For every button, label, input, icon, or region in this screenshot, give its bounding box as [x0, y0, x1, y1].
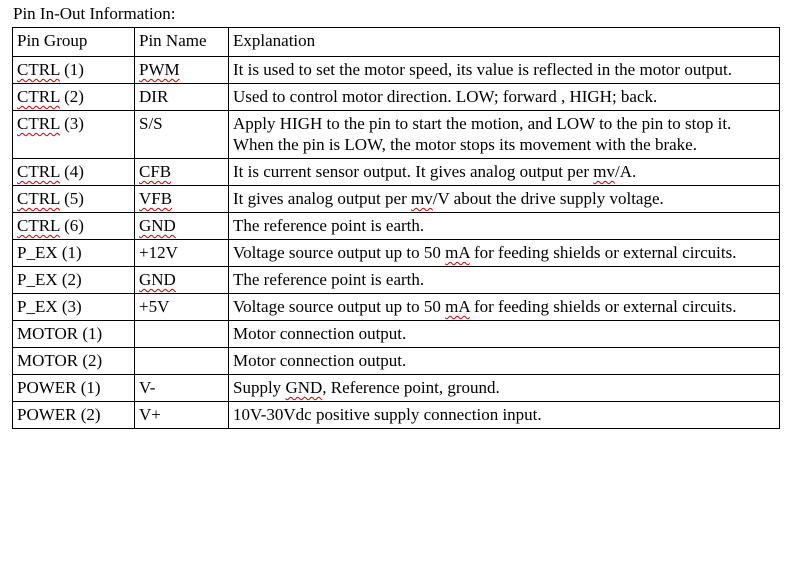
- column-header-explanation: Explanation: [229, 28, 780, 57]
- explanation-cell: Motor connection output.: [229, 348, 780, 375]
- explanation-cell: The reference point is earth.: [229, 267, 780, 294]
- pin-name-cell: [135, 321, 229, 348]
- explanation-cell: It is used to set the motor speed, its value is reflected in the motor output.: [229, 57, 780, 84]
- table-row: [13, 111, 780, 159]
- explanation-text: , Reference point, ground.: [322, 378, 500, 397]
- table-row: [13, 375, 780, 402]
- pin-group-cell: [13, 159, 135, 186]
- table-row: [13, 186, 780, 213]
- explanation-text: It is current sensor output. It gives analog output per: [233, 162, 594, 181]
- unit-text: mv: [593, 162, 615, 181]
- pin-group-cell: [13, 213, 135, 240]
- explanation-text: Supply: [233, 378, 286, 397]
- explanation-text: for feeding shields or external circuits.: [469, 243, 737, 262]
- group-number: (1): [59, 60, 84, 79]
- group-code: CTRL: [17, 189, 60, 208]
- explanation-text: for feeding shields or external circuits.: [469, 297, 737, 316]
- table-row: [13, 240, 780, 267]
- pin-name-cell: [135, 348, 229, 375]
- pin-group-cell: POWER (2): [13, 402, 135, 429]
- explanation-text: Voltage source output up to 50: [233, 297, 446, 316]
- explanation-text: /V about the drive supply voltage.: [432, 189, 664, 208]
- explanation-cell: [229, 375, 780, 402]
- pin-group-cell: [13, 186, 135, 213]
- table-row: [13, 348, 780, 375]
- group-code: CTRL: [17, 162, 60, 181]
- explanation-text: /A.: [614, 162, 637, 181]
- pin-name-cell: DIR: [135, 84, 229, 111]
- group-code: CTRL: [17, 60, 60, 79]
- pin-group-cell: MOTOR (2): [13, 348, 135, 375]
- page-title: Pin In-Out Information:: [13, 4, 176, 23]
- pin-group-cell: [13, 111, 135, 159]
- table-row: [13, 84, 780, 111]
- pin-name: CFB: [139, 162, 172, 181]
- table-row: [13, 294, 780, 321]
- pin-group-cell: [13, 57, 135, 84]
- unit-text: mA: [445, 297, 470, 316]
- group-code: CTRL: [17, 114, 60, 133]
- pin-table: [12, 27, 780, 429]
- table-row: [13, 321, 780, 348]
- explanation-cell: [229, 159, 780, 186]
- column-header-pin-group: Pin Group: [13, 28, 135, 57]
- pin-name-cell: [135, 186, 229, 213]
- pin-name: PWM: [139, 60, 180, 79]
- group-number: (5): [59, 189, 84, 208]
- pin-group-cell: [13, 84, 135, 111]
- explanation-cell: Used to control motor direction. LOW; forward , HIGH; back.: [229, 84, 780, 111]
- explanation-cell: The reference point is earth.: [229, 213, 780, 240]
- pin-name-cell: V-: [135, 375, 229, 402]
- group-code: CTRL: [17, 87, 60, 106]
- pin-group-cell: P_EX (2): [13, 267, 135, 294]
- explanation-cell: 10V-30Vdc positive supply connection input.: [229, 402, 780, 429]
- pin-name: GND: [139, 216, 176, 235]
- pin-group-cell: P_EX (1): [13, 240, 135, 267]
- explanation-cell: Apply HIGH to the pin to start the motion, and LOW to the pin to stop it. When the pin is LOW, the motor stops its movement with the brake.: [229, 111, 780, 159]
- pin-group-cell: P_EX (3): [13, 294, 135, 321]
- pin-name-cell: +12V: [135, 240, 229, 267]
- explanation-text: It gives analog output per: [233, 189, 411, 208]
- pin-name-cell: +5V: [135, 294, 229, 321]
- unit-text: mA: [445, 243, 470, 262]
- table-row: [13, 267, 780, 294]
- group-number: (4): [59, 162, 84, 181]
- table-row: [13, 213, 780, 240]
- pin-name-cell: S/S: [135, 111, 229, 159]
- explanation-cell: [229, 240, 780, 267]
- explanation-text: Voltage source output up to 50: [233, 243, 446, 262]
- table-header-row: [13, 28, 780, 57]
- group-number: (2): [59, 87, 84, 106]
- pin-name: GND: [139, 270, 176, 289]
- pin-name-cell: [135, 57, 229, 84]
- column-header-pin-name: Pin Name: [135, 28, 229, 57]
- table-row: [13, 402, 780, 429]
- unit-text: GND: [285, 378, 323, 397]
- group-number: (6): [59, 216, 84, 235]
- pin-group-cell: POWER (1): [13, 375, 135, 402]
- pin-group-cell: MOTOR (1): [13, 321, 135, 348]
- group-number: (3): [59, 114, 84, 133]
- unit-text: mv: [411, 189, 433, 208]
- pin-name-cell: [135, 213, 229, 240]
- pin-name-cell: V+: [135, 402, 229, 429]
- pin-name-cell: [135, 159, 229, 186]
- group-code: CTRL: [17, 216, 60, 235]
- table-row: [13, 159, 780, 186]
- explanation-cell: Motor connection output.: [229, 321, 780, 348]
- explanation-cell: [229, 186, 780, 213]
- pin-name: VFB: [139, 189, 173, 208]
- table-row: [13, 57, 780, 84]
- pin-name-cell: [135, 267, 229, 294]
- explanation-cell: [229, 294, 780, 321]
